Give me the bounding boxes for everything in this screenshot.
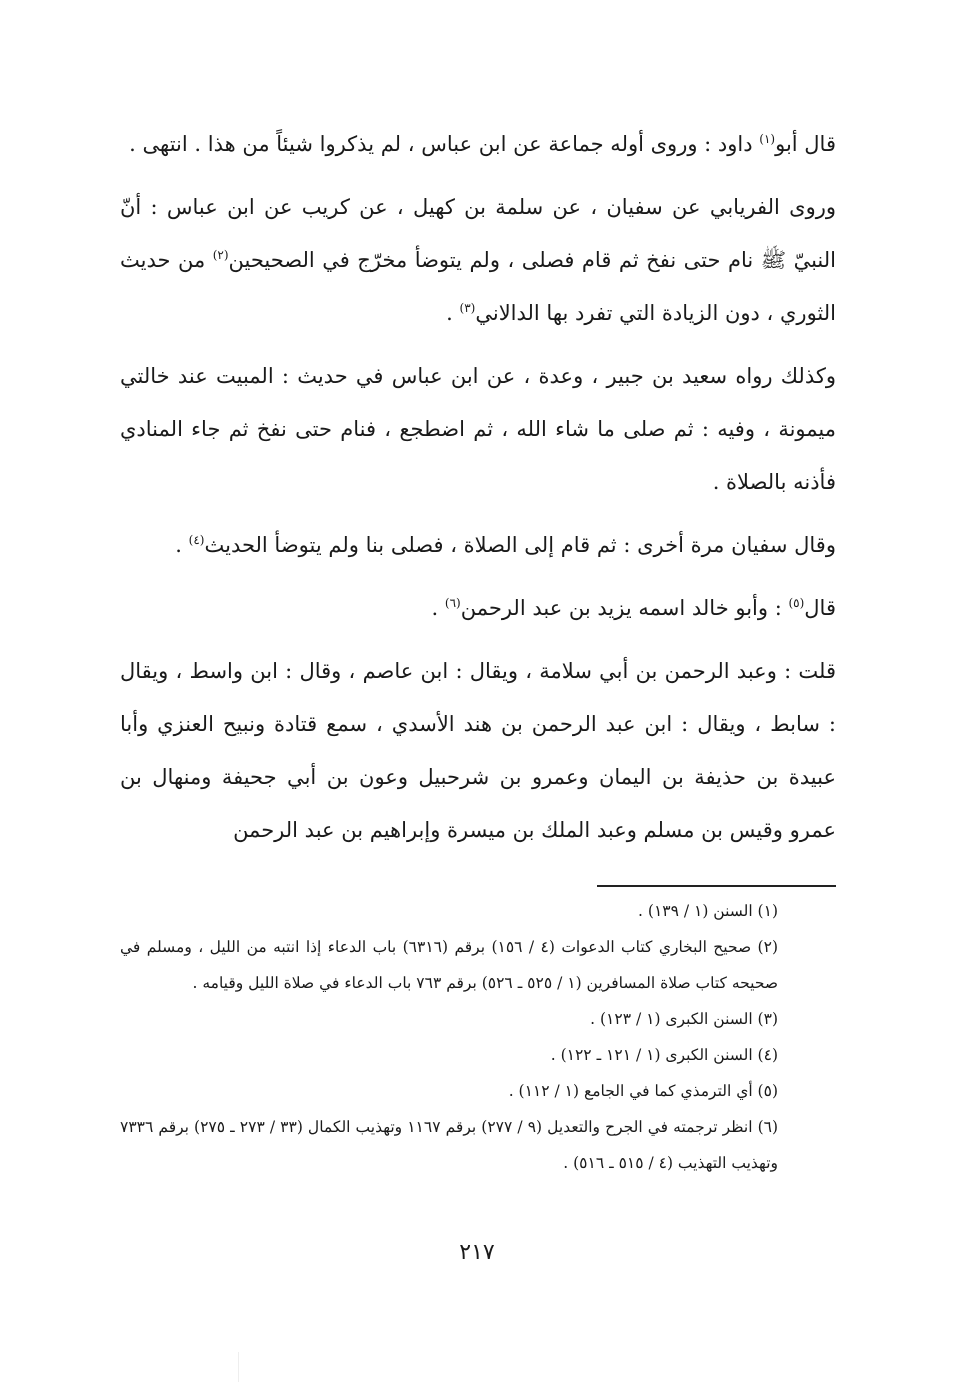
- scan-mark: [238, 1352, 239, 1382]
- paragraph-3-text: وكذلك رواه سعيد بن جبير ، وعدة ، عن ابن عباس في حديث : المبيت عند خالتي ميمونة ، وفيه : ثم صلى ما شاء الله ، ثم اضطجع ، فنام حتى نفخ ثم جاء المنادي فأذنه بالصلاة .: [120, 364, 836, 494]
- paragraph-1: [120, 118, 836, 171]
- paragraph-5-text-b: : وأبو خالد اسمه يزيد بن عبد الرحمن: [460, 596, 789, 620]
- footnote-2: (٢) صحيح البخاري كتاب الدعوات (٤ / ١٥٦) برقم (٦٣١٦) باب الدعاء إذا انتبه من الليل ، ومسلم في صحيحه كتاب صلاة المسافرين (١ / ٥٢٥ ـ ٥٢٦) برقم ٧٦٣ باب الدعاء في صلاة الليل وقيامه .: [120, 938, 778, 992]
- paragraph-6-text: قلت : وعبد الرحمن بن أبي سلامة ، ويقال : ابن عاصم ، وقال : ابن واسط ، ويقال : سابط ، ويقال : ابن عبد الرحمن بن هند الأسدي ، سمع قتادة ونبيح العنزي وأبا عبيدة بن حذيفة بن اليمان وعمرو بن شرحبيل وعون بن أبي جحيفة ومنهال بن عمرو وقيس بن مسلم وعبد الملك بن ميسرة وإبراهيم بن عبد الرحمن: [120, 659, 836, 842]
- page-number: ٢١٧: [459, 1240, 495, 1265]
- paragraph-6: [120, 645, 836, 857]
- paragraph-2-text-c: .: [446, 301, 460, 325]
- footnote-ref-1[interactable]: (١): [759, 132, 776, 146]
- paragraph-5-text-c: .: [431, 596, 445, 620]
- footnote-4: (٤) السنن الكبرى (١ / ١٢١ ـ ١٢٢) .: [550, 1046, 778, 1064]
- footnote-3: (٣) السنن الكبرى (١ / ١٢٣) .: [590, 1010, 778, 1028]
- footnote-ref-2[interactable]: (٢): [212, 248, 229, 262]
- paragraph-5: [120, 582, 836, 635]
- footnote-ref-5[interactable]: (٥): [788, 596, 805, 610]
- footnote-ref-3[interactable]: (٣): [459, 301, 476, 315]
- footnotes: [120, 893, 836, 1181]
- paragraph-2-text-a: وروى الفريابي عن سفيان ، عن سلمة بن كهيل ، عن كريب عن ابن عباس : أنّ النبيّ ﷺ نام حتى نفخ ثم قام فصلى ، ولم يتوضأ مخرّج في الصحيحين: [120, 195, 836, 272]
- paragraph-2: [120, 181, 836, 340]
- paragraph-1-text-b: داود : وروى أوله جماعة عن ابن عباس ، لم يذكروا شيئاً من هذا . انتهى .: [129, 132, 760, 156]
- footnote-ref-6[interactable]: (٦): [444, 596, 461, 610]
- footnote-5: (٥) أي الترمذي كما في الجامع (١ / ١١٢) .: [508, 1082, 778, 1100]
- paragraph-4: [120, 519, 836, 572]
- main-text: [120, 118, 836, 867]
- paragraph-4-text-a: وقال سفيان مرة أخرى : ثم قام إلى الصلاة ، فصلى بنا ولم يتوضأ الحديث: [204, 533, 836, 557]
- paragraph-3: [120, 350, 836, 509]
- footnote-6: (٦) انظر ترجمته في الجرح والتعديل (٩ / ٢٧٧) برقم ١١٦٧ وتهذيب الكمال (٣٣ / ٢٧٣ ـ ٢٧٥) برقم ٧٣٣٦ وتهذيب التهذيب (٤ / ٥١٥ ـ ٥١٦) .: [120, 1118, 779, 1172]
- paragraph-5-text-a: قال: [804, 596, 836, 620]
- paragraph-1-text-a: قال أبو: [775, 132, 836, 156]
- paragraph-4-text-b: .: [175, 533, 189, 557]
- footnote-ref-4[interactable]: (٤): [188, 533, 205, 547]
- paragraph-2-text-b: من حديث الثوري ، دون الزيادة التي تفرد بها الدالاني: [120, 248, 836, 325]
- footnote-separator: [597, 885, 836, 887]
- footnote-1: (١) السنن (١ / ١٣٩) .: [638, 902, 778, 920]
